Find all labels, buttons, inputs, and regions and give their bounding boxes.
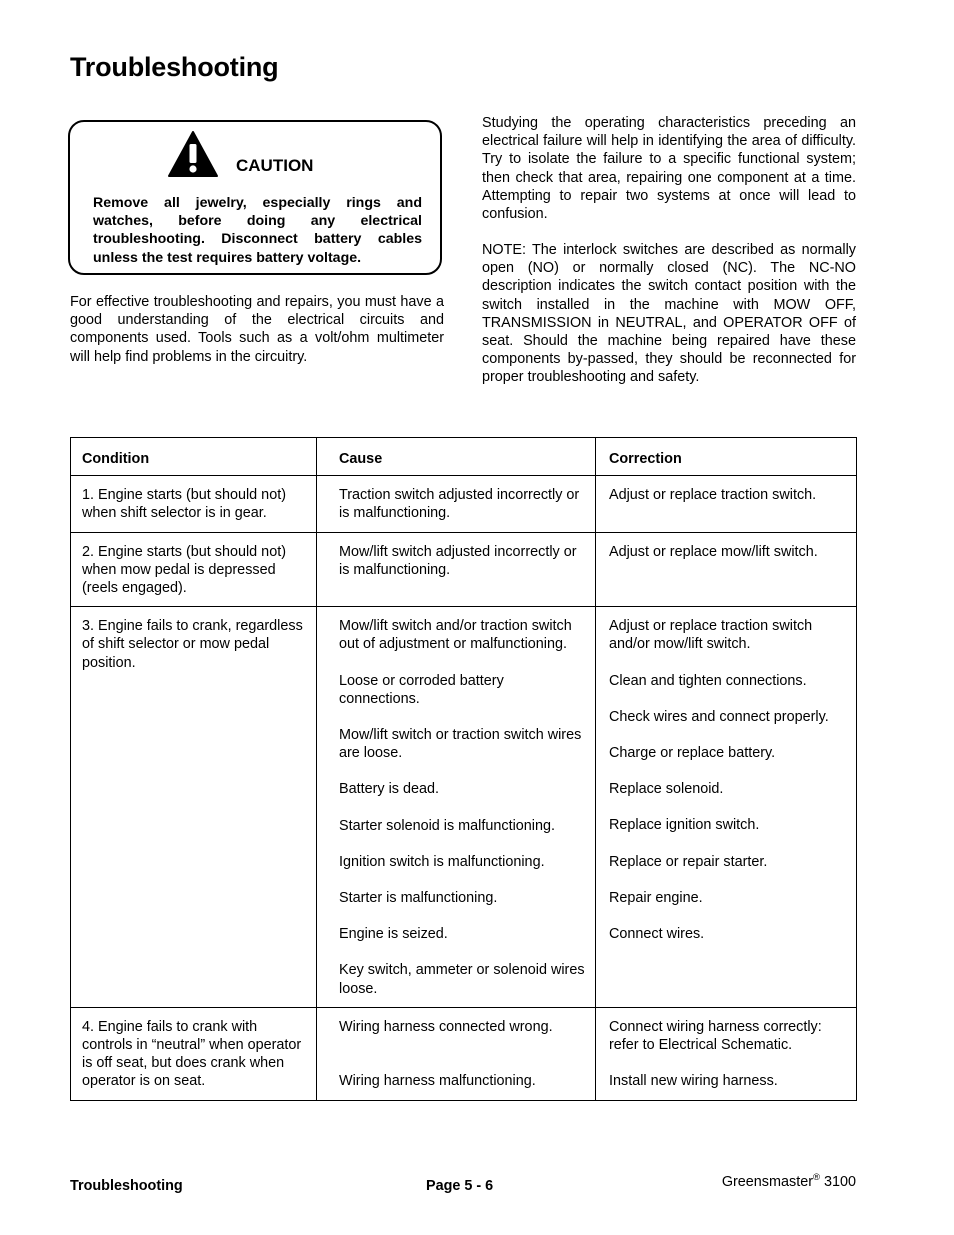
cause-item: Wiring harness malfunctioning. — [339, 1073, 536, 1090]
footer-model: 3100 — [823, 1173, 856, 1190]
table-header-row — [71, 438, 857, 476]
correction-item: Clean and tighten connections. — [609, 672, 807, 689]
cause-item: Starter is malfunctioning. — [339, 890, 498, 907]
cause-item: Engine is seized. — [339, 926, 448, 943]
registered-mark: ® — [812, 1172, 820, 1183]
cause-item: Battery is dead. — [339, 781, 439, 798]
correction-cell — [596, 476, 857, 532]
cause-item: Starter solenoid is malfunctioning. — [339, 817, 555, 834]
condition-cell: 4. Engine fails to crank with controls in “neutral” when operator is off seat, but does crank when operator is on seat. — [71, 1007, 317, 1100]
correction-item: Install new wiring harness. — [609, 1073, 778, 1090]
correction-cell — [596, 1007, 857, 1100]
correction-item: Charge or replace battery. — [609, 745, 776, 762]
caution-title: CAUTION — [236, 156, 314, 175]
condition-cell: 3. Engine fails to crank, regardless of shift selector or mow pedal position. — [71, 607, 317, 1008]
cause-item: Mow/lift switch or traction switch wires are loose. — [339, 727, 582, 762]
cause-item: Wiring harness connected wrong. — [339, 1018, 553, 1035]
correction-item: Replace ignition switch. — [609, 817, 760, 834]
cause-item: Mow/lift switch and/or traction switch out of adjustment or malfunctioning. — [339, 618, 572, 653]
intro-paragraph: For effective troubleshooting and repairs, you must have a good understanding of the electrical circuits and components used. Tools such as a volt/ohm multimeter will help find problems in the circuitry. — [70, 294, 444, 365]
correction-item: Adjust or replace traction switch. — [609, 487, 817, 504]
warning-triangle-icon — [167, 130, 219, 178]
table-row — [71, 532, 857, 607]
correction-cell — [596, 607, 857, 1008]
cause-item: Traction switch adjusted incorrectly or is malfunctioning. — [339, 487, 580, 522]
page-title: Troubleshooting — [70, 52, 279, 82]
footer-brand: Greensmaster — [721, 1173, 813, 1190]
correction-item: Replace or repair starter. — [609, 853, 768, 870]
correction-item: Repair engine. — [609, 889, 703, 906]
correction-item: Connect wiring harness correctly: refer to Electrical Schematic. — [609, 1018, 822, 1054]
header-cause: Cause — [317, 438, 596, 476]
correction-item: Adjust or replace mow/lift switch. — [609, 543, 818, 560]
caution-box — [68, 120, 442, 275]
correction-item: Check wires and connect properly. — [609, 708, 829, 725]
footer-product-name — [722, 1172, 856, 1190]
cause-cell — [317, 532, 596, 607]
header-correction: Correction — [596, 438, 857, 476]
table-row — [71, 607, 857, 1008]
cause-item: Mow/lift switch adjusted incorrectly or is malfunctioning. — [339, 543, 577, 578]
table-row — [71, 476, 857, 532]
caution-text: Remove all jewelry, especially rings and watches, before doing any electrical troubleshooting. Disconnect battery cables unless the test requires battery voltage. — [93, 195, 422, 266]
cause-cell — [317, 1007, 596, 1100]
footer-section-label: Troubleshooting — [70, 1178, 183, 1194]
troubleshooting-table — [70, 437, 857, 1101]
correction-item: Replace solenoid. — [609, 781, 724, 798]
operating-characteristics-paragraph: Studying the operating characteristics preceding an electrical failure will help in identifying the area of difficulty. Try to isolate the failure to a specific functional system; then check that area, repairing one component at a time. Attempting to repair two systems at once will lead to confusion. — [482, 115, 856, 223]
interlock-note-paragraph: NOTE: The interlock switches are described as normally open (NO) or normally closed (NC). The NC-NO description indicates the switch contact position with the switch installed in the machine with MOW OFF, TRANSMISSION in NEUTRAL, and OPERATOR OFF of seat. Should the machine being repaired have these components by-passed, they should be reconnected for proper troubleshooting and safety. — [482, 242, 856, 386]
cause-cell — [317, 476, 596, 532]
cause-item: Ignition switch is malfunctioning. — [339, 853, 545, 870]
condition-cell: 1. Engine starts (but should not) when shift selector is in gear. — [71, 476, 317, 532]
cause-item: Loose or corroded battery connections. — [339, 672, 504, 707]
footer-page-number: Page 5 - 6 — [426, 1178, 494, 1194]
condition-cell: 2. Engine starts (but should not) when mow pedal is depressed (reels engaged). — [71, 532, 317, 607]
cause-cell — [317, 607, 596, 1008]
header-condition: Condition — [71, 438, 317, 476]
table-row — [71, 1007, 857, 1100]
cause-item: Key switch, ammeter or solenoid wires loose. — [339, 962, 585, 997]
correction-item: Connect wires. — [609, 926, 705, 943]
correction-item: Adjust or replace traction switch and/or mow/lift switch. — [609, 618, 813, 653]
correction-cell — [596, 532, 857, 607]
